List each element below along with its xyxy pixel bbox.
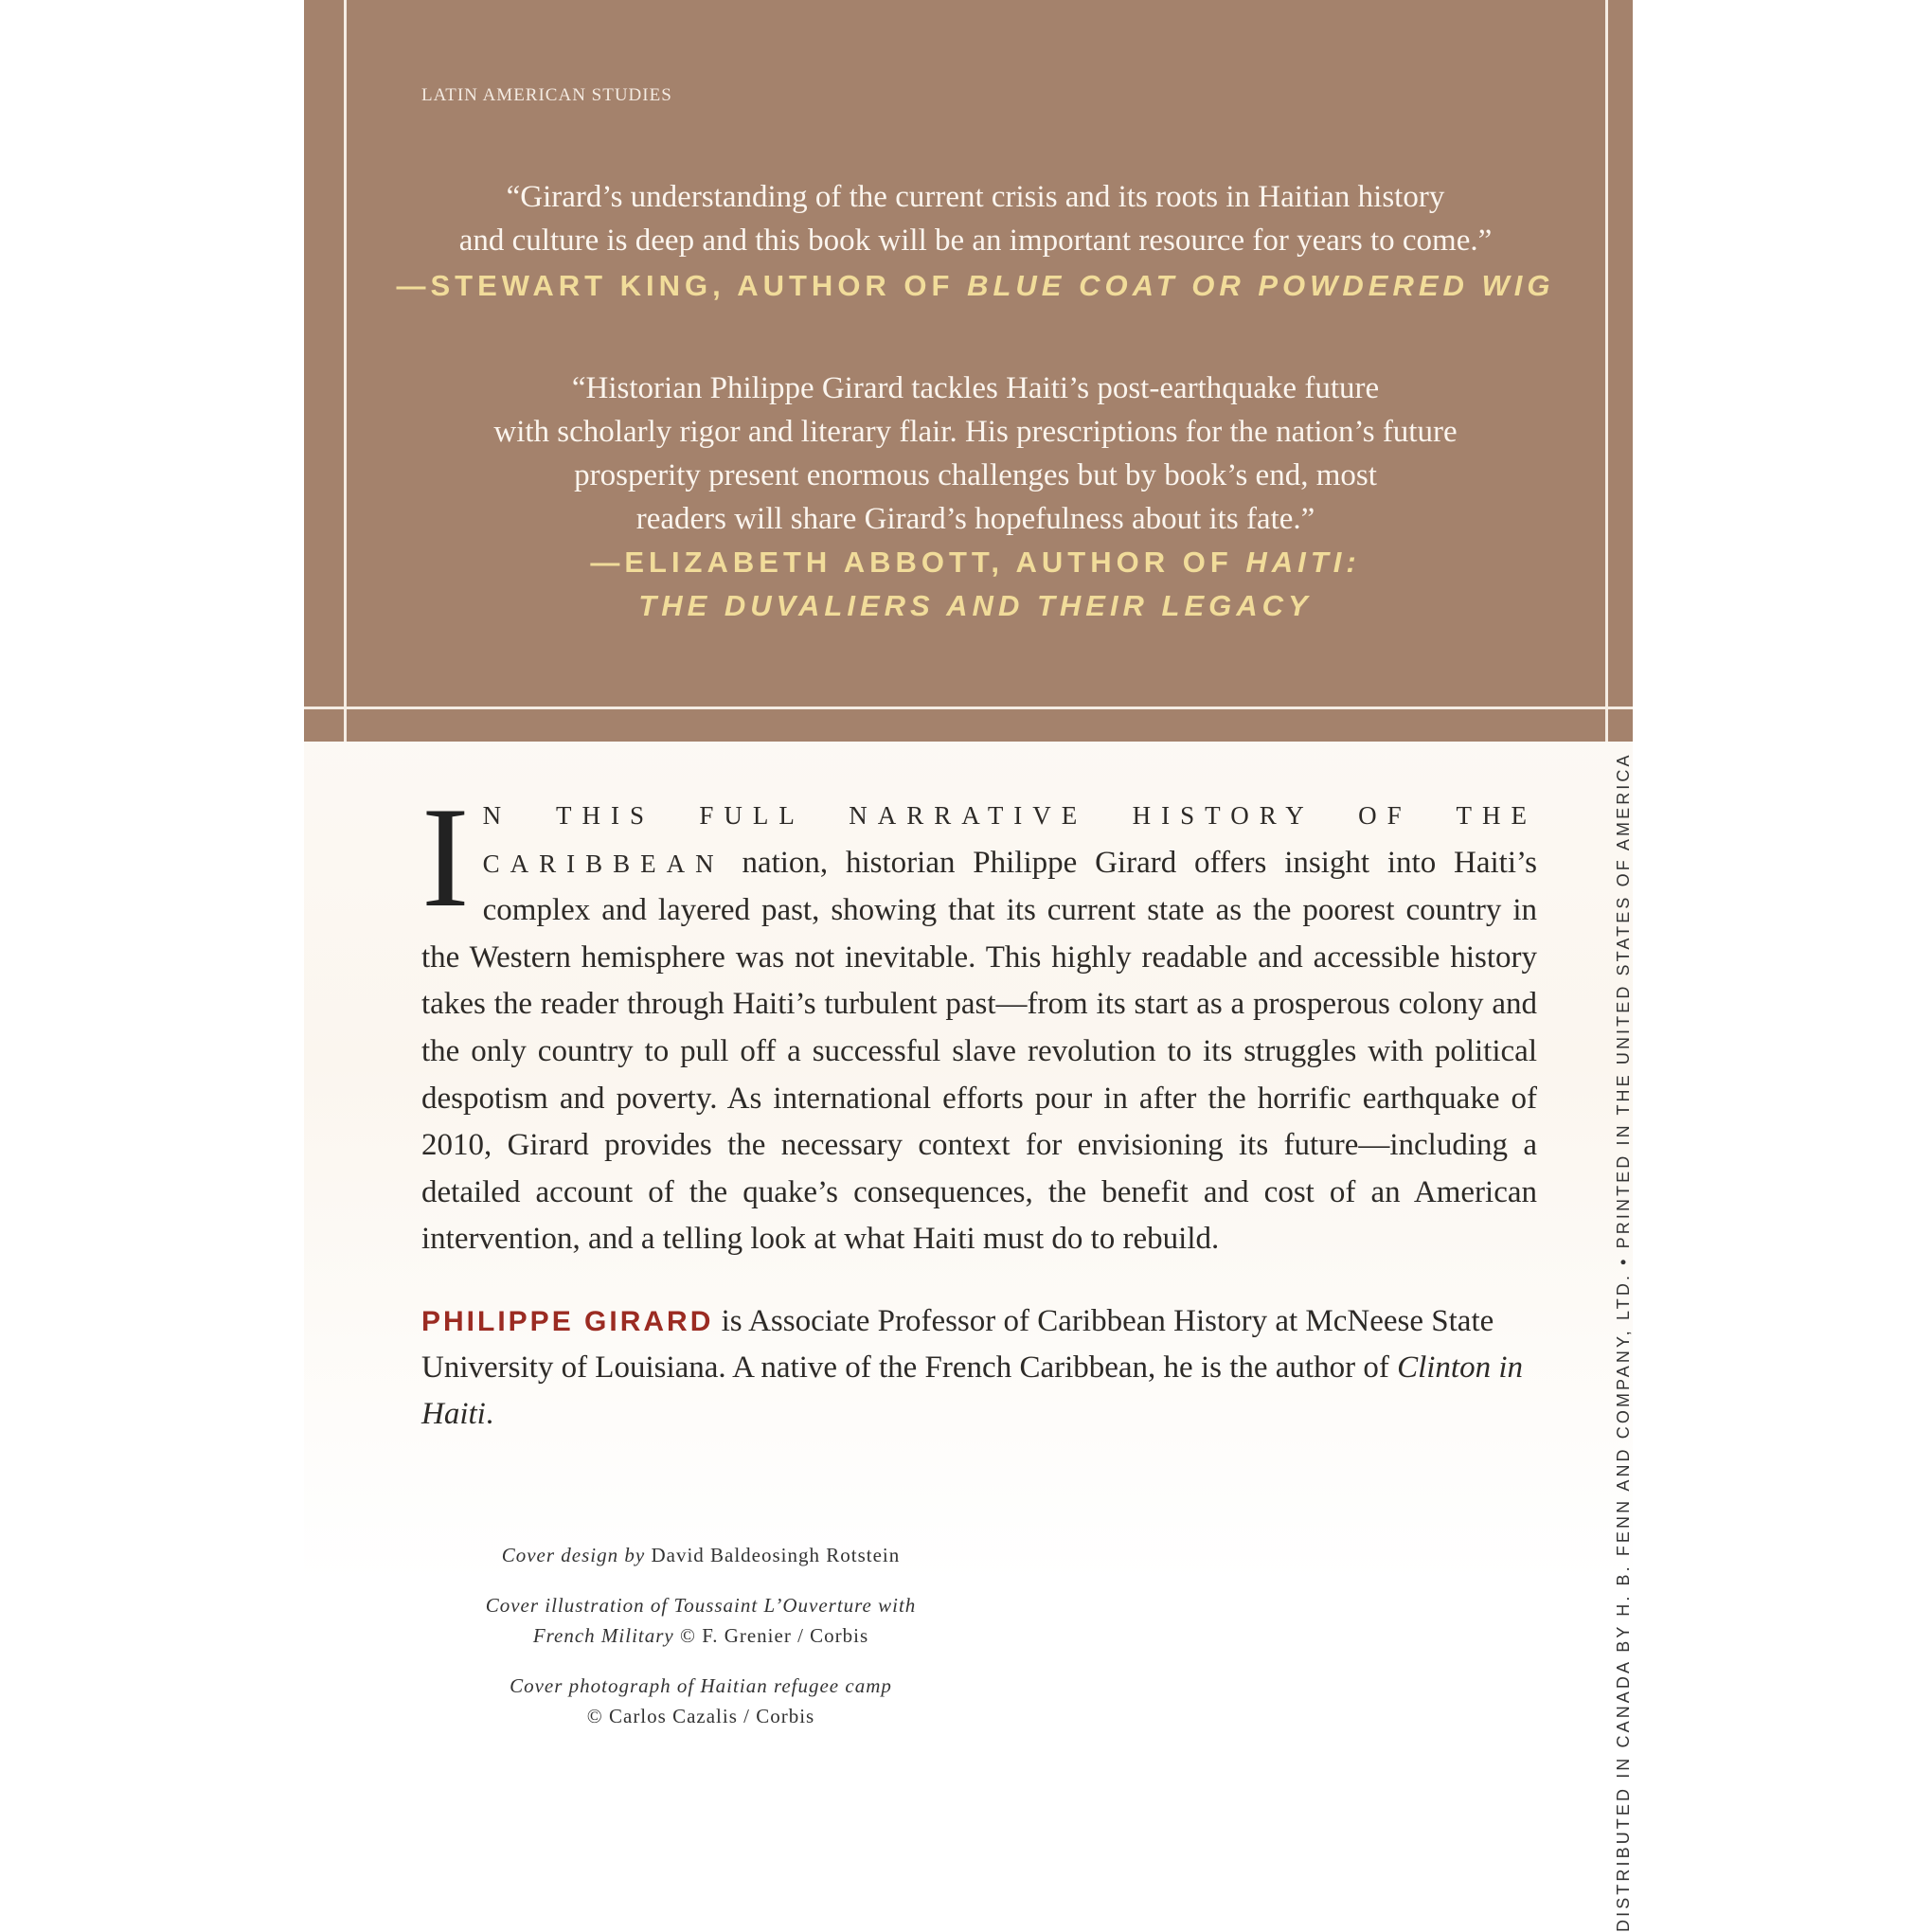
- quote-1-attribution: [379, 264, 1572, 308]
- panel-left-rule: [344, 0, 347, 742]
- cover-design-credit: [407, 1540, 994, 1570]
- quote-2-attribution-cont: [379, 584, 1572, 628]
- illustration-title: French Military: [532, 1624, 674, 1647]
- blurb-quote-1: [379, 175, 1572, 308]
- blurb-quote-2: [379, 367, 1572, 628]
- quote-1-line-2: and culture is deep and this book will be an important resource for years to come.”: [458, 224, 1493, 258]
- author-name: PHILIPPE GIRARD: [421, 1306, 714, 1337]
- opening-small-caps: N THIS FULL NARRATIVE HISTORY OF THE CARIBBEAN: [482, 801, 1537, 878]
- quote-1-line-1: “Girard’s understanding of the current crisis and its roots in Haitian history: [506, 180, 1445, 214]
- attribution-prefix: —ELIZABETH ABBOTT, AUTHOR OF: [590, 546, 1246, 579]
- photo-label: Cover photograph of Haitian refugee camp: [510, 1674, 892, 1697]
- quote-2-line-2: with scholarly rigor and literary flair. His prescriptions for the nation’s future: [493, 415, 1458, 449]
- book-description: [421, 778, 1537, 1263]
- attribution-book-title: HAITI:: [1245, 546, 1361, 579]
- attribution-prefix: —STEWART KING, AUTHOR OF: [396, 269, 968, 302]
- quote-2-line-4: readers will share Girard’s hopefulness about its fate.”: [635, 502, 1315, 536]
- illustration-copyright: © F. Grenier / Corbis: [673, 1624, 869, 1647]
- quote-2-line-1: “Historian Philippe Girard tackles Haiti’s post-earthquake future: [571, 371, 1380, 405]
- author-bio: [421, 1298, 1537, 1438]
- cover-photo-credit: [407, 1671, 994, 1731]
- cover-illustration-credit: [407, 1590, 994, 1651]
- author-previous-book: Clinton in Haiti: [421, 1351, 1524, 1431]
- author-bio-text: is Associate Professor of Caribbean History at McNeese State University of Louisiana. A native of the French Caribbean, he is the author of: [421, 1304, 1494, 1385]
- panel-bottom-rule: [304, 707, 1633, 709]
- attribution-book-title: BLUE COAT OR POWDERED WIG: [967, 269, 1555, 302]
- illustration-label: Cover illustration of Toussaint L’Ouverture with: [485, 1594, 917, 1617]
- attribution-book-title: THE DUVALIERS AND THEIR LEGACY: [638, 589, 1313, 622]
- designer-name: David Baldeosingh Rotstein: [645, 1544, 901, 1566]
- photo-copyright: © Carlos Cazalis / Corbis: [586, 1705, 815, 1727]
- quote-2-attribution: [379, 541, 1572, 584]
- design-label: Cover design by: [501, 1544, 646, 1566]
- quote-2-line-3: prosperity present enormous challenges but by book’s end, most: [574, 458, 1377, 492]
- panel-right-rule: [1605, 0, 1608, 742]
- series-label: LATIN AMERICAN STUDIES: [421, 85, 672, 105]
- author-bio-end: .: [485, 1397, 494, 1431]
- distribution-note: DISTRIBUTED IN CANADA BY H. B. FENN AND COMPANY, LTD. • PRINTED IN THE UNITED STATES OF AMERICA: [1614, 752, 1633, 1932]
- description-text: nation, historian Philippe Girard offers insight into Haiti’s complex and layered past, showing that its current state as the poorest country in the Western hemisphere was not inevitable. This highly readable and accessible history takes the reader through Haiti’s turbulent past—from its start as a prosperous colony and the only country to pull off a successful slave revolution to its struggles with political despotism and poverty. As international efforts pour in after the horrific earthquake of 2010, Girard provides the necessary context for envisioning its future—including a detailed account of the quake’s consequences, the benefit and cost of an American intervention, and a telling look at what Haiti must do to rebuild.: [421, 845, 1537, 1257]
- drop-cap: I: [421, 778, 470, 937]
